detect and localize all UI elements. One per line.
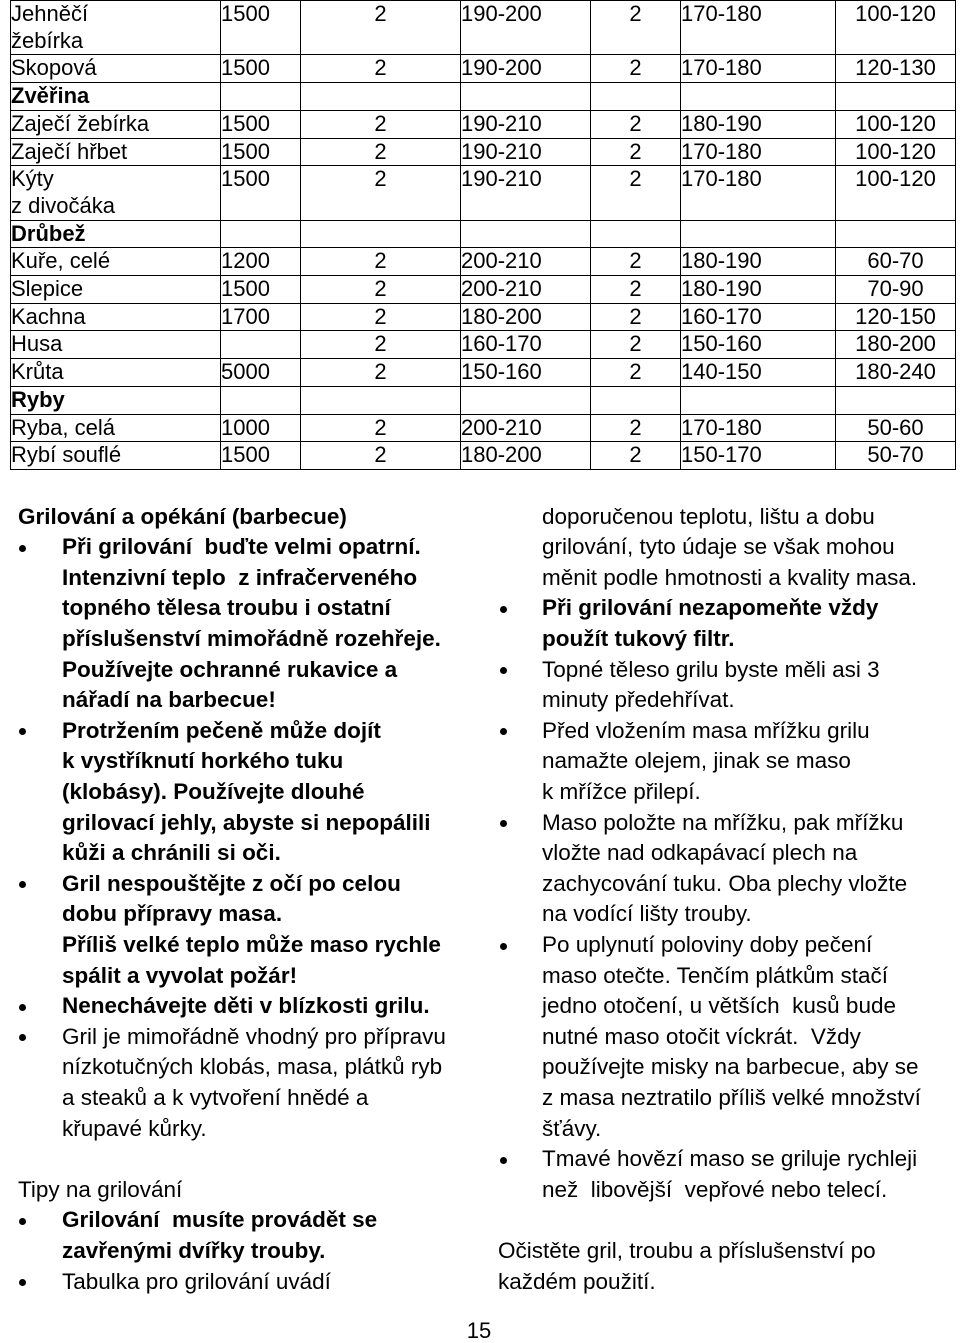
rack-level-cell: 2 [591,166,681,220]
list-item-line: než libovější vepřové nebo telecí. [542,1176,888,1202]
list-item [498,655,958,716]
list-item-line: Před vložením masa mřížku grilu [542,717,870,743]
meat-name-cell [11,442,221,470]
empty-cell [461,386,591,414]
list-item-line: nářadí na barbecue! [62,687,276,713]
meat-name-cell [11,166,221,220]
empty-cell [301,220,461,248]
weight-cell [221,331,301,359]
rack-level-cell: 2 [301,55,461,83]
weight-cell: 5000 [221,359,301,387]
empty-cell [681,386,836,414]
list-item-line: Gril nespouštějte z očí po celou [62,870,401,896]
list-item-line: Tabulka pro grilování uvádí [62,1268,331,1294]
empty-cell [681,83,836,111]
list-item-line: maso otečte. Tenčím plátkům stačí [542,962,888,988]
list-item [498,716,958,808]
empty-cell [301,386,461,414]
list-item-line: k mřížce přilepí. [542,779,701,805]
list-item-line: šťávy. [542,1115,602,1141]
table-category-row [11,386,956,414]
category-cell: Drůbež [11,220,221,248]
table-row [11,110,956,138]
weight-cell: 1500 [221,55,301,83]
temperature-cell: 170-180 [681,138,836,166]
list-item-line: Topné těleso grilu byste měli asi 3 [542,656,880,682]
time-cell: 100-120 [836,1,956,55]
list-item-line: kůži a chránili si oči. [62,840,281,866]
rack-level-cell: 2 [591,303,681,331]
bullet-icon [500,820,507,827]
list-item-line: a steaků a k vytvoření hnědé a [62,1084,369,1110]
meat-name: Husa [11,331,63,357]
time-cell: 70-90 [836,276,956,304]
weight-cell: 1500 [221,442,301,470]
list-item-line: Maso položte na mřížku, pak mřížku [542,809,904,835]
meat-name: Ryba, celá [11,414,115,440]
time-cell: 120-150 [836,303,956,331]
temperature-cell: 160-170 [461,331,591,359]
category-cell: Ryby [11,386,221,414]
empty-cell [461,220,591,248]
empty-cell [836,386,956,414]
temperature-cell: 190-210 [461,166,591,220]
list-item [498,593,958,654]
meat-name: Kýty [11,166,54,192]
meat-name-cell [11,1,221,55]
weight-cell: 1500 [221,166,301,220]
list-item-line: dobu přípravy masa. [62,901,283,927]
rack-level-cell: 2 [301,331,461,359]
temperature-cell: 180-200 [461,442,591,470]
table-row [11,166,956,220]
list-item [18,1205,480,1266]
bullet-icon [500,728,507,735]
table-category-row [11,220,956,248]
list-item-line: grilování, tyto údaje se však mohou [542,534,895,560]
bullet-icon [500,943,507,950]
rack-level-cell: 2 [301,359,461,387]
list-item-line: Při grilování buďte velmi opatrní. [62,534,421,560]
meat-name: Skopová [11,55,97,81]
rack-level-cell: 2 [301,276,461,304]
temperature-cell: 180-200 [461,303,591,331]
spacer [18,1144,480,1175]
list-item [18,869,480,991]
rack-level-cell: 2 [301,138,461,166]
table-row [11,138,956,166]
meat-name-cell [11,55,221,83]
meat-name: Zaječí hřbet [11,138,128,164]
meat-name-cell [11,276,221,304]
weight-cell: 1500 [221,1,301,55]
table-row [11,1,956,55]
rack-level-cell: 2 [591,359,681,387]
empty-cell [221,220,301,248]
bullet-icon [19,1218,26,1225]
meat-name: z divočáka [11,192,115,218]
meat-name: Zaječí žebírka [11,110,150,136]
temperature-cell: 170-180 [681,166,836,220]
table-row [11,331,956,359]
list-item-line: na vodící lišty trouby. [542,901,752,927]
list-item-line: minuty předehřívat. [542,687,735,713]
weight-cell: 1500 [221,276,301,304]
category-cell: Zvěřina [11,83,221,111]
weight-cell: 1500 [221,110,301,138]
table-row [11,276,956,304]
bullet-icon [500,667,507,674]
meat-name-cell [11,110,221,138]
bullet-icon [500,606,507,613]
list-item-line: Grilování musíte provádět se [62,1207,378,1233]
rack-level-cell: 2 [591,331,681,359]
time-cell: 100-120 [836,138,956,166]
list-item-line: spálit a vyvolat požár! [62,962,298,988]
right-column [498,502,958,1297]
list-item-line: používejte misky na barbecue, aby se [542,1054,919,1080]
list-item-line: zachycování tuku. Oba plechy vložte [542,870,908,896]
temperature-cell: 190-200 [461,1,591,55]
bullet-icon [500,1157,507,1164]
list-item-line: topného tělesa troubu i ostatní [62,595,391,621]
paragraph-line: Očistěte gril, troubu a příslušenství po [498,1237,876,1263]
rack-level-cell: 2 [591,1,681,55]
empty-cell [591,220,681,248]
list-item-line: použít tukový filtr. [542,626,735,652]
time-cell: 180-240 [836,359,956,387]
rack-level-cell: 2 [301,166,461,220]
meat-name-cell [11,359,221,387]
table-row [11,55,956,83]
temperature-cell: 160-170 [681,303,836,331]
page-number: 15 [466,1318,492,1343]
list-item-line: k vystříknutí horkého tuku [62,748,344,774]
list-item-line: příslušenství mimořádně rozehřeje. [62,626,441,652]
temperature-cell: 190-210 [461,138,591,166]
empty-cell [681,220,836,248]
empty-cell [836,83,956,111]
section-heading-grilling: Grilování a opékání (barbecue) [18,503,347,529]
meat-name: Slepice [11,276,84,302]
time-cell: 50-70 [836,442,956,470]
empty-cell [301,83,461,111]
meat-name-cell [11,138,221,166]
rack-level-cell: 2 [591,248,681,276]
temperature-cell: 170-180 [681,414,836,442]
rack-level-cell: 2 [591,138,681,166]
list-item [18,716,480,869]
bullet-icon [19,1034,26,1041]
temperature-cell: 150-170 [681,442,836,470]
weight-cell: 1700 [221,303,301,331]
grilling-table [10,0,956,470]
table-row [11,359,956,387]
list-item-line: (klobásy). Používejte dlouhé [62,779,365,805]
time-cell: 100-120 [836,166,956,220]
temperature-cell: 200-210 [461,248,591,276]
closing-paragraph [498,1236,958,1297]
rack-level-cell: 2 [591,414,681,442]
list-item-continuation [498,502,958,594]
weight-cell: 1500 [221,138,301,166]
weight-cell: 1000 [221,414,301,442]
list-item [498,930,958,1144]
paragraph-line: každém použití. [498,1268,656,1294]
empty-cell [591,386,681,414]
list-item-line: křupavé kůrky. [62,1115,207,1141]
rack-level-cell: 2 [301,248,461,276]
table-row [11,414,956,442]
bullet-icon [19,1004,26,1011]
section-heading-tips: Tipy na grilování [18,1176,183,1202]
meat-name: Jehněčí [11,1,89,26]
weight-cell: 1200 [221,248,301,276]
meat-name-cell [11,331,221,359]
list-item-line: Intenzivní teplo z infračerveného [62,564,418,590]
list-item-line: zavřenými dvířky trouby. [62,1237,326,1263]
temperature-cell: 140-150 [681,359,836,387]
table-row [11,442,956,470]
list-item-line: Protržením pečeně může dojít [62,717,381,743]
temperature-cell: 150-160 [461,359,591,387]
list-item-line: Nenechávejte děti v blízkosti grilu. [62,993,430,1019]
empty-cell [591,83,681,111]
meat-name: žebírka [11,27,84,53]
list-item-line: doporučenou teplotu, lištu a dobu [542,503,875,529]
meat-name-cell [11,248,221,276]
meat-name-cell [11,303,221,331]
empty-cell [461,83,591,111]
list-item-line: vložte nad odkapávací plech na [542,840,858,866]
temperature-cell: 200-210 [461,414,591,442]
time-cell: 180-200 [836,331,956,359]
list-item-line: grilovací jehly, abyste si nepopálili [62,809,431,835]
bullet-icon [19,881,26,888]
rack-level-cell: 2 [301,414,461,442]
meat-name-cell [11,414,221,442]
left-column [18,502,480,1297]
list-item [18,1267,480,1298]
empty-cell [836,220,956,248]
temperature-cell: 190-210 [461,110,591,138]
list-item [18,532,480,716]
bullet-icon [19,728,26,735]
empty-cell [221,386,301,414]
rack-level-cell: 2 [301,303,461,331]
list-item-line: namažte olejem, jinak se maso [542,748,851,774]
temperature-cell: 170-180 [681,1,836,55]
list-item-line: Používejte ochranné rukavice a [62,656,398,682]
rack-level-cell: 2 [591,110,681,138]
time-cell: 120-130 [836,55,956,83]
list-item-line: měnit podle hmotnosti a kvality masa. [542,564,918,590]
list-item [498,1144,958,1205]
list-item [18,991,480,1022]
list-item-line: jedno otočení, u větších kusů bude [542,993,896,1019]
list-item-line: Při grilování nezapomeňte vždy [542,595,879,621]
list-item [498,808,958,930]
temperature-cell: 150-160 [681,331,836,359]
empty-cell [221,83,301,111]
rack-level-cell: 2 [301,442,461,470]
rack-level-cell: 2 [591,276,681,304]
table-row [11,303,956,331]
time-cell: 60-70 [836,248,956,276]
temperature-cell: 190-200 [461,55,591,83]
list-item-line: Příliš velké teplo může maso rychle [62,932,441,957]
bullet-icon [19,545,26,552]
temperature-cell: 180-190 [681,248,836,276]
list-item-line: nízkotučných klobás, masa, plátků ryb [62,1054,443,1080]
rack-level-cell: 2 [591,55,681,83]
spacer [498,1205,958,1236]
list-item-line: z masa neztratilo příliš velké množství [542,1084,921,1110]
temperature-cell: 170-180 [681,55,836,83]
table-category-row [11,83,956,111]
list-item-line: nutné maso otočit víckrát. Vždy [542,1023,861,1049]
bullet-icon [19,1279,26,1286]
list-item-line: Tmavé hovězí maso se griluje rychleji [542,1146,918,1172]
meat-name: Kachna [11,303,86,329]
rack-level-cell: 2 [301,110,461,138]
table-row [11,248,956,276]
rack-level-cell: 2 [301,1,461,55]
meat-name: Krůta [11,359,64,385]
meat-name: Rybí souflé [11,442,122,468]
time-cell: 100-120 [836,110,956,138]
list-item [18,1022,480,1144]
list-item-line: Gril je mimořádně vhodný pro přípravu [62,1023,446,1049]
list-item-line: Po uplynutí poloviny doby pečení [542,932,873,957]
temperature-cell: 200-210 [461,276,591,304]
temperature-cell: 180-190 [681,110,836,138]
rack-level-cell: 2 [591,442,681,470]
time-cell: 50-60 [836,414,956,442]
meat-name: Kuře, celé [11,248,111,274]
temperature-cell: 180-190 [681,276,836,304]
